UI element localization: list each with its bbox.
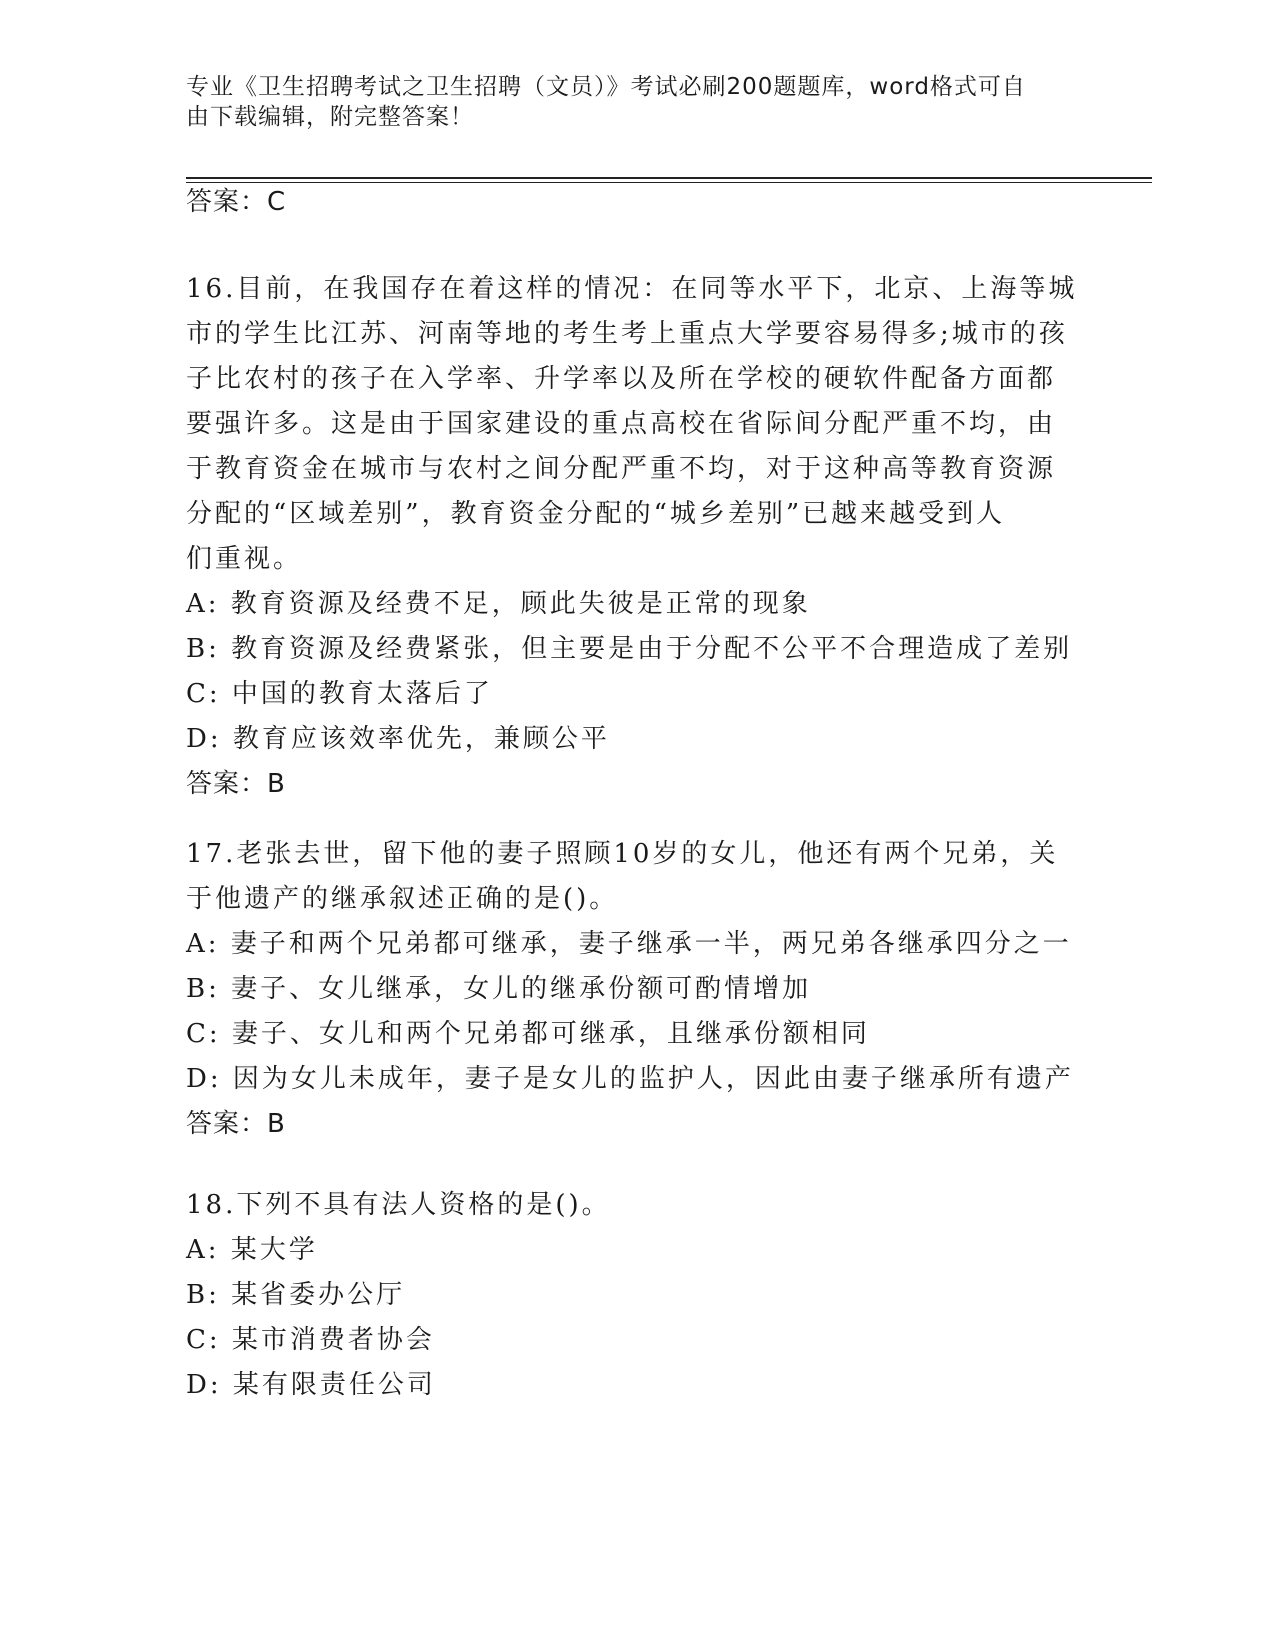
question-line: 16.目前，在我国存在着这样的情况：在同等水平下，北京、上海等城 [186,274,1078,304]
header-line-2: 由下载编辑，附完整答案！ [186,104,474,130]
question-line: 于教育资金在城市与农村之间分配严重不均，对于这种高等教育资源 [186,454,1057,484]
question-line: 17.老张去世，留下他的妻子照顾10岁的女儿，他还有两个兄弟，关 [186,839,1059,869]
option-d: D: 教育应该效率优先，兼顾公平 [186,724,610,754]
option-a: A: 教育资源及经费不足，顾此失彼是正常的现象 [186,589,811,619]
option-b: B: 某省委办公厅 [186,1280,406,1310]
header-divider-thick [186,177,1152,179]
question-17 [186,832,1086,1147]
answer-label: 答案：B [186,1109,286,1139]
option-a: A: 某大学 [186,1235,318,1265]
question-line: 们重视。 [186,544,303,574]
option-b: B: 妻子、女儿继承，女儿的继承份额可酌情增加 [186,974,812,1004]
option-b: B: 教育资源及经费紧张，但主要是由于分配不公平不合理造成了差别 [186,634,1073,664]
question-16 [186,267,1086,807]
page-header [186,72,1066,132]
option-c: C: 中国的教育太落后了 [186,679,493,709]
question-line: 市的学生比江苏、河南等地的考生考上重点大学要容易得多;城市的孩 [186,319,1068,349]
option-d: D: 因为女儿未成年，妻子是女儿的监护人，因此由妻子继承所有遗产 [186,1064,1074,1094]
answer-label: 答案：B [186,769,286,799]
question-line: 18.下列不具有法人资格的是()。 [186,1190,611,1220]
option-c: C: 妻子、女儿和两个兄弟都可继承，且继承份额相同 [186,1019,870,1049]
option-c: C: 某市消费者协会 [186,1325,435,1355]
option-a: A: 妻子和两个兄弟都可继承，妻子继承一半，两兄弟各继承四分之一 [186,929,1072,959]
question-18 [186,1183,1086,1408]
header-line-1: 专业《卫生招聘考试之卫生招聘（文员）》考试必刷200题题库，word格式可自 [186,74,1026,100]
question-line: 于他遗产的继承叙述正确的是()。 [186,884,619,914]
question-line: 分配的“区域差别”，教育资金分配的“城乡差别”已越来越受到人 [186,499,1006,529]
answer-label: 答案：C [186,187,287,217]
previous-answer-block [186,180,1086,225]
option-d: D: 某有限责任公司 [186,1370,436,1400]
question-line: 子比农村的孩子在入学率、升学率以及所在学校的硬软件配备方面都 [186,364,1057,394]
question-line: 要强许多。这是由于国家建设的重点高校在省际间分配严重不均，由 [186,409,1057,439]
